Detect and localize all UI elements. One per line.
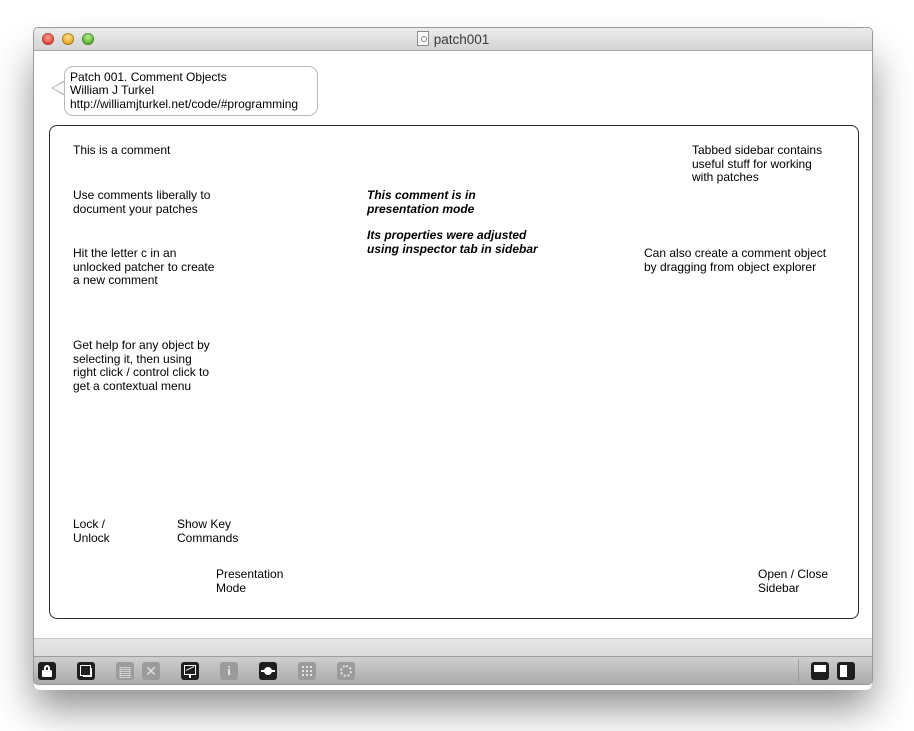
sidebar-right-icon[interactable] <box>837 662 855 680</box>
comment-object-explorer[interactable]: Can also create a comment object by dragging from object explorer <box>644 246 827 274</box>
comment-presentation-mode[interactable]: This comment is in presentation mode <box>367 188 476 216</box>
patcher-window <box>33 27 873 685</box>
title-bar <box>34 28 872 51</box>
status-strip <box>34 638 872 657</box>
comment-lock-unlock[interactable]: Lock / Unlock <box>73 517 110 545</box>
lock-icon[interactable] <box>38 662 56 680</box>
presentation-icon[interactable] <box>181 662 199 680</box>
bottom-toolbar <box>34 656 872 685</box>
inspector-icon[interactable] <box>259 662 277 680</box>
comment-key-commands[interactable]: Show Key Commands <box>177 517 239 545</box>
sidebar-bottom-icon[interactable] <box>811 662 829 680</box>
comment-tabbed-sidebar[interactable]: Tabbed sidebar contains useful stuff for working with patches <box>692 143 823 184</box>
header-bubble-comment[interactable] <box>64 66 318 116</box>
grid-icon[interactable] <box>298 662 316 680</box>
comment-get-help[interactable]: Get help for any object by selecting it, then using right click / control click to get a contextual menu <box>73 338 210 393</box>
delete-icon[interactable]: ✕ <box>142 662 160 680</box>
window-title: patch001 <box>433 32 490 47</box>
header-line-url: http://williamjturkel.net/code/#programming <box>70 97 299 111</box>
info-icon[interactable]: i <box>220 662 238 680</box>
new-object-icon[interactable] <box>77 662 95 680</box>
comment-presentation-mode-label[interactable]: Presentation Mode <box>216 567 284 595</box>
toolbar-separator <box>798 659 799 683</box>
paste-icon[interactable]: ▤ <box>116 662 134 680</box>
comment-open-close-sidebar[interactable]: Open / Close Sidebar <box>758 567 829 595</box>
window-title-area <box>34 31 872 47</box>
comment-inspector-tab[interactable]: Its properties were adjusted using inspector tab in sidebar <box>367 228 538 256</box>
header-line-author: William J Turkel <box>70 83 155 97</box>
gear-icon[interactable] <box>337 662 355 680</box>
comment-document-patches[interactable]: Use comments liberally to document your patches <box>73 188 211 216</box>
document-icon <box>417 31 429 46</box>
presentation-panel <box>49 125 859 619</box>
header-line-title: Patch 001. Comment Objects <box>70 70 227 84</box>
comment-hit-letter-c[interactable]: Hit the letter c in an unlocked patcher to create a new comment <box>73 246 215 287</box>
comment-this-is-a-comment[interactable]: This is a comment <box>73 143 171 157</box>
